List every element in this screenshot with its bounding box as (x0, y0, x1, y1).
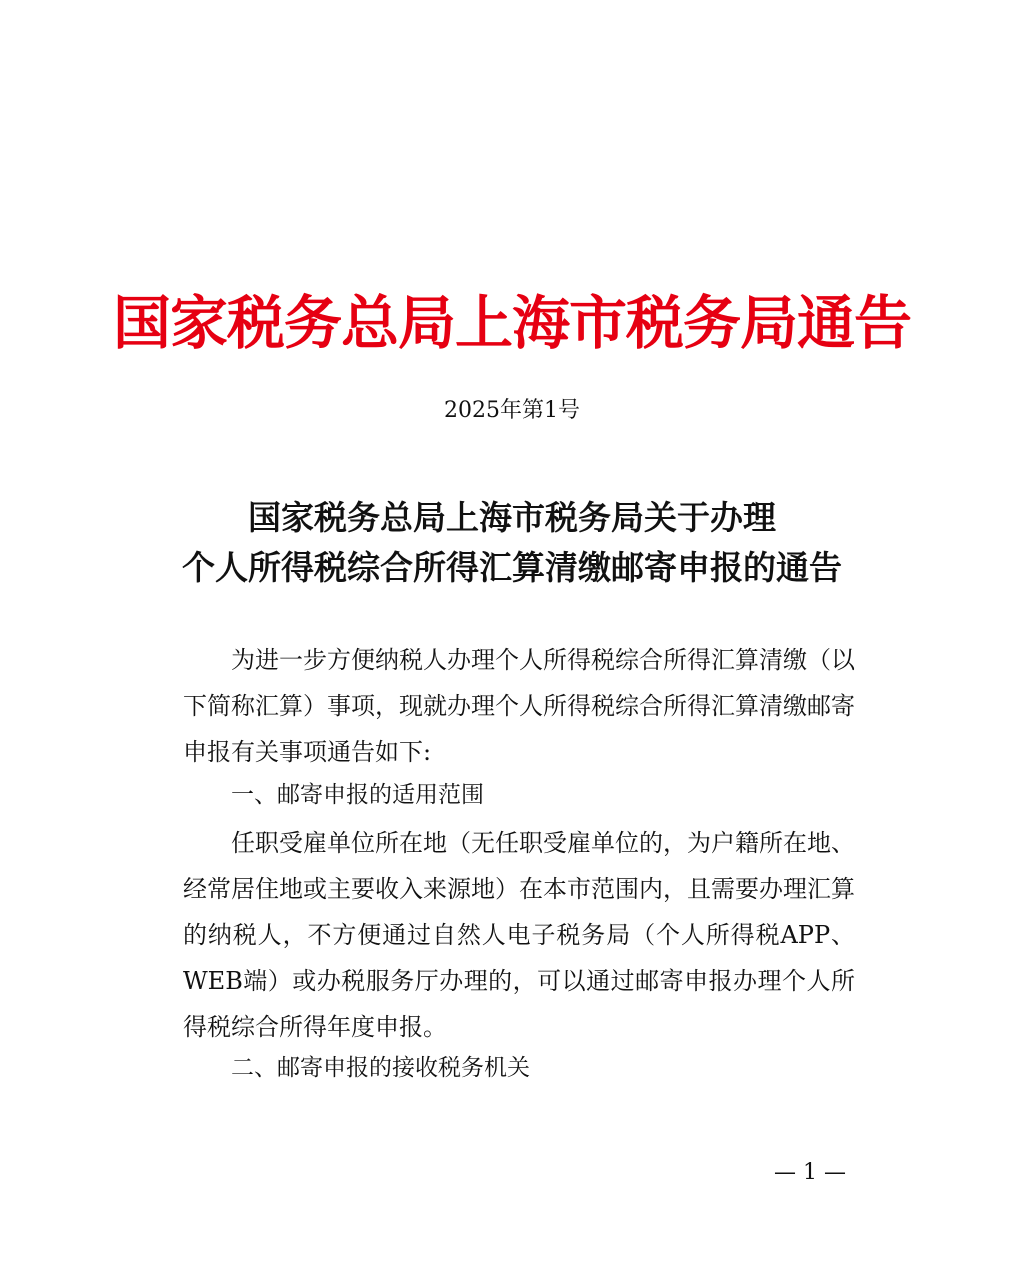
document-number: 2025年第1号 (444, 398, 580, 423)
notice-title (0, 493, 1024, 593)
notice-title-line-2: 个人所得税综合所得汇算清缴邮寄申报的通告 (182, 548, 842, 587)
section-1-heading: 一、邮寄申报的适用范围 (231, 782, 484, 808)
page-number: — 1 — (774, 1160, 846, 1185)
masthead-title: 国家税务总局上海市税务局通告 (112, 289, 911, 357)
intro-paragraph: 为进一步方便纳税人办理个人所得税综合所得汇算清缴（以下简称汇算）事项，现就办理个人所得税综合所得汇算清缴邮寄申报有关事项通告如下: (183, 646, 855, 766)
section-1-paragraph: 任职受雇单位所在地（无任职受雇单位的，为户籍所在地、经常居住地或主要收入来源地）在本市范围内，且需要办理汇算的纳税人，不方便通过自然人电子税务局（个人所得税APP、WEB端）或办税服务厅办理的，可以通过邮寄申报办理个人所得税综合所得年度申报。 (183, 829, 855, 1041)
section-2-heading: 二、邮寄申报的接收税务机关 (231, 1055, 530, 1081)
notice-title-line-1: 国家税务总局上海市税务局关于办理 (248, 498, 776, 537)
